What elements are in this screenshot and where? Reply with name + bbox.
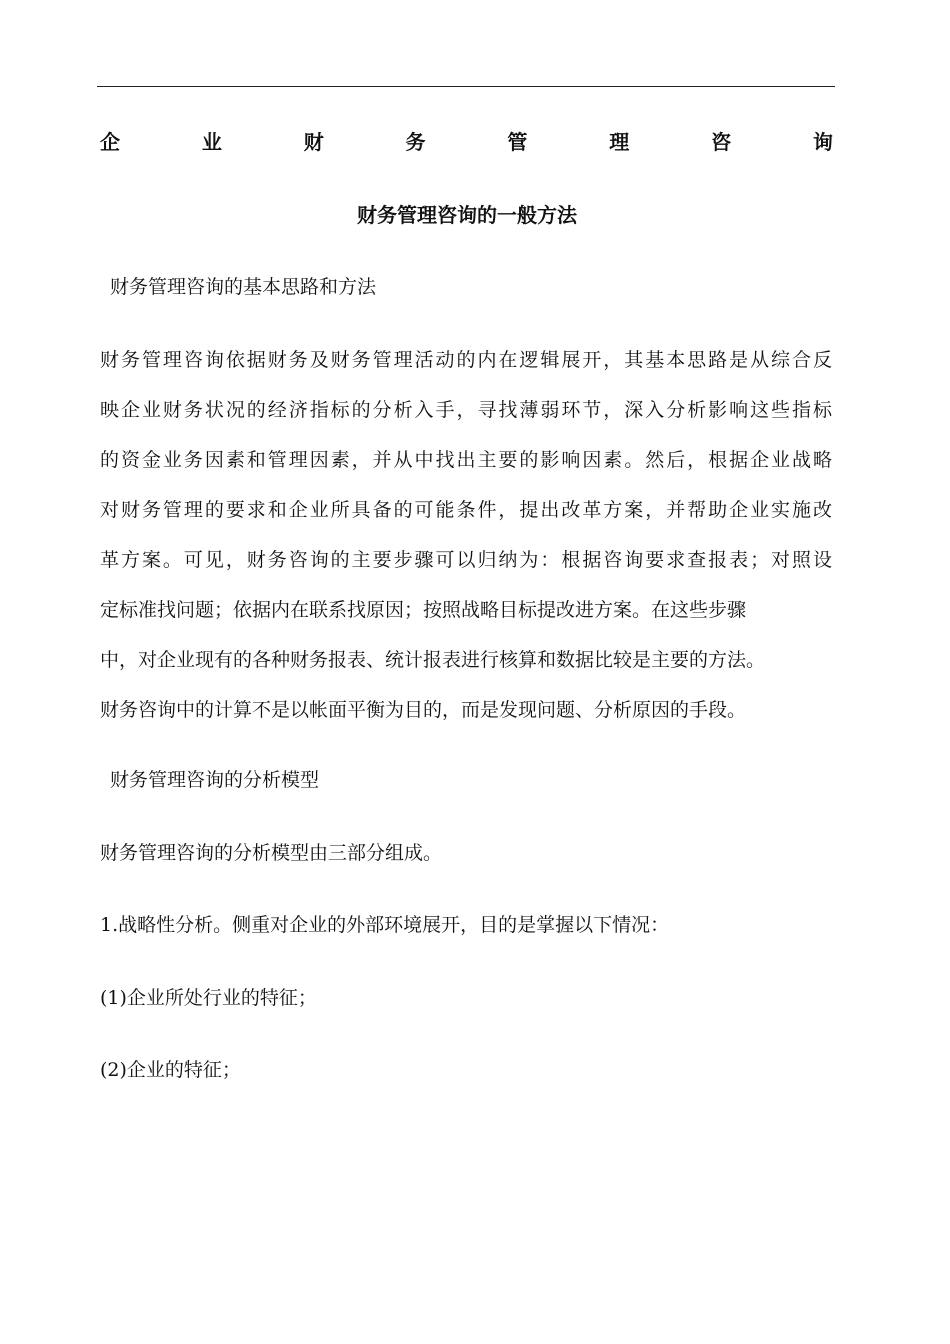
paragraph-line: 革方案。可见，财务咨询的主要步骤可以归纳为：根据咨询要求查报表；对照设 [100, 549, 832, 571]
sub-list-item-industry: (1)企业所处行业的特征； [100, 987, 317, 1009]
paragraph-line: 中，对企业现有的各种财务报表、统计报表进行核算和数据比较是主要的方法。 [100, 649, 766, 671]
paragraph-line: 定标准找问题；依据内在联系找原因；按照战略目标提改进方案。在这些步骤 [100, 599, 747, 621]
paragraph-line: 映企业财务状况的经济指标的分析入手，寻找薄弱环节，深入分析影响这些指标 [100, 399, 832, 421]
header-char: 理 [609, 130, 630, 154]
paragraph-line: 对财务管理的要求和企业所具备的可能条件，提出改革方案，并帮助企业实施改 [100, 499, 832, 521]
section-heading-model: 财务管理咨询的分析模型 [110, 769, 320, 791]
header-char: 务 [405, 130, 426, 154]
model-intro-text: 财务管理咨询的分析模型由三部分组成。 [100, 842, 443, 864]
header-char: 管 [507, 130, 528, 154]
document-title: 财务管理咨询的一般方法 [357, 203, 577, 227]
section-heading-basic: 财务管理咨询的基本思路和方法 [110, 276, 377, 298]
header-rule [97, 86, 835, 87]
paragraph-line: 的资金业务因素和管理因素，并从中找出主要的影响因素。然后，根据企业战略 [100, 449, 832, 471]
sub-list-item-enterprise: (2)企业的特征； [100, 1059, 241, 1081]
paragraph-line: 财务咨询中的计算不是以帐面平衡为目的，而是发现问题、分析原因的手段。 [100, 699, 747, 721]
running-header-title [100, 128, 833, 156]
header-char: 企 [100, 130, 120, 154]
header-char: 财 [303, 130, 324, 154]
paragraph-line: 财务管理咨询依据财务及财务管理活动的内在逻辑展开，其基本思路是从综合反 [100, 349, 832, 371]
header-char: 咨 [711, 130, 732, 154]
paragraph-basic-method [100, 346, 832, 746]
list-item-strategic-analysis: 1.战略性分析。侧重对企业的外部环境展开，目的是掌握以下情况： [100, 914, 670, 936]
header-char: 业 [201, 130, 222, 154]
header-char: 询 [812, 130, 833, 154]
